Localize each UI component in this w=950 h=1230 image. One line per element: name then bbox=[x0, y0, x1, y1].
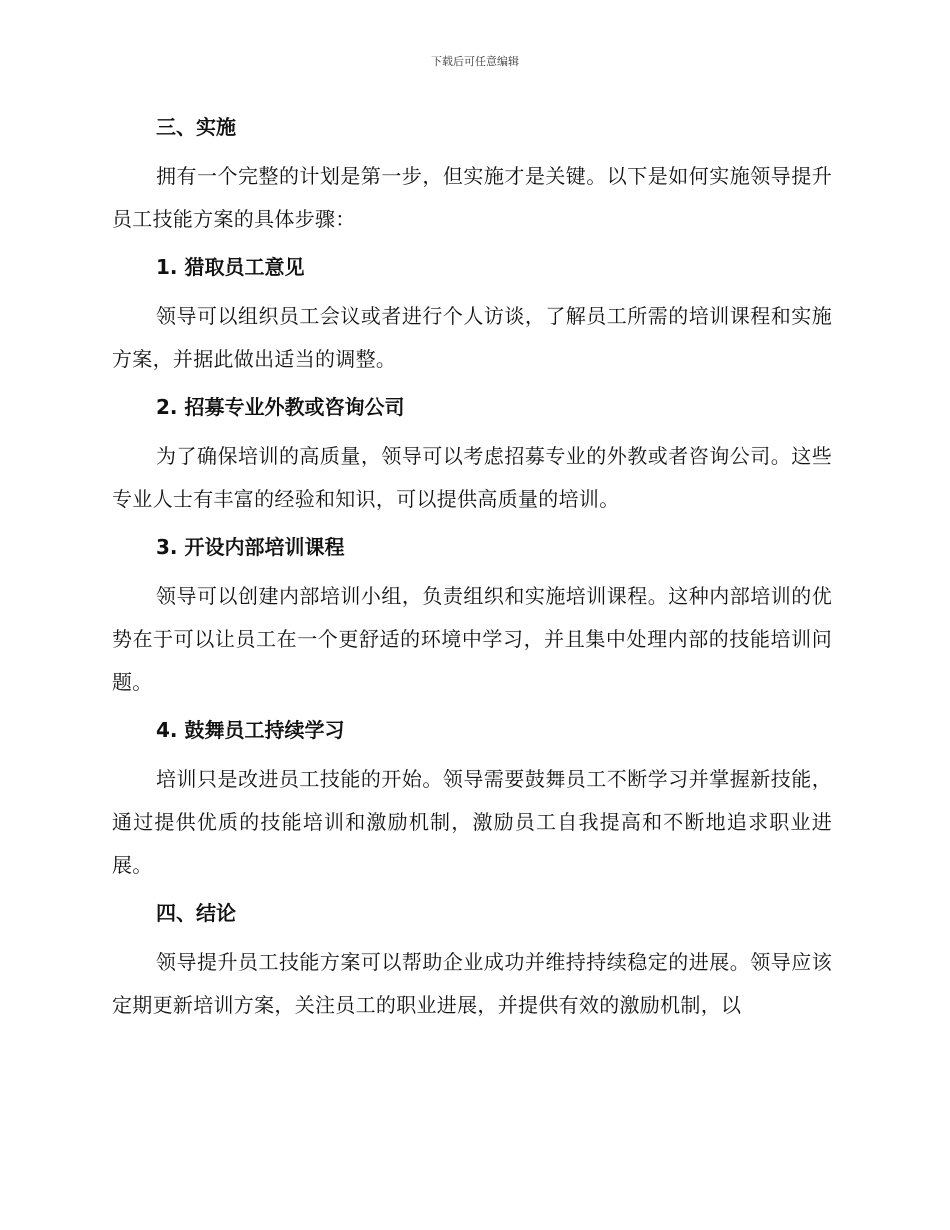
paragraph-intro: 拥有一个完整的计划是第一步，但实施才是关键。以下是如何实施领导提升员工技能方案的具体步骤： bbox=[112, 164, 832, 231]
step-heading-2: 2. 招募专业外教或咨询公司 bbox=[156, 395, 405, 419]
paragraph-step-4: 培训只是改进员工技能的开始。领导需要鼓舞员工不断学习并掌握新技能，通过提供优质的技能培训和激励机制，激励员工自我提高和不断地追求职业进展。 bbox=[112, 767, 832, 877]
section-heading-implementation: 三、实施 bbox=[156, 115, 236, 139]
page-header: 下载后可任意编辑 bbox=[431, 55, 519, 68]
step-heading-3: 3. 开设内部培训课程 bbox=[156, 535, 345, 559]
section-heading-conclusion: 四、结论 bbox=[156, 901, 236, 925]
step-heading-1: 1. 猎取员工意见 bbox=[156, 255, 305, 279]
document-body bbox=[112, 108, 832, 1034]
step-heading-4: 4. 鼓舞员工持续学习 bbox=[156, 718, 345, 742]
paragraph-step-2: 为了确保培训的高质量，领导可以考虑招募专业的外教或者咨询公司。这些专业人士有丰富的经验和知识，可以提供高质量的培训。 bbox=[112, 444, 832, 511]
paragraph-step-1: 领导可以组织员工会议或者进行个人访谈，了解员工所需的培训课程和实施方案，并据此做出适当的调整。 bbox=[112, 304, 832, 371]
paragraph-conclusion: 领导提升员工技能方案可以帮助企业成功并维持持续稳定的进展。领导应该定期更新培训方案，关注员工的职业进展，并提供有效的激励机制，以 bbox=[112, 950, 832, 1017]
paragraph-step-3: 领导可以创建内部培训小组，负责组织和实施培训课程。这种内部培训的优势在于可以让员工在一个更舒适的环境中学习，并且集中处理内部的技能培训问题。 bbox=[112, 584, 832, 694]
